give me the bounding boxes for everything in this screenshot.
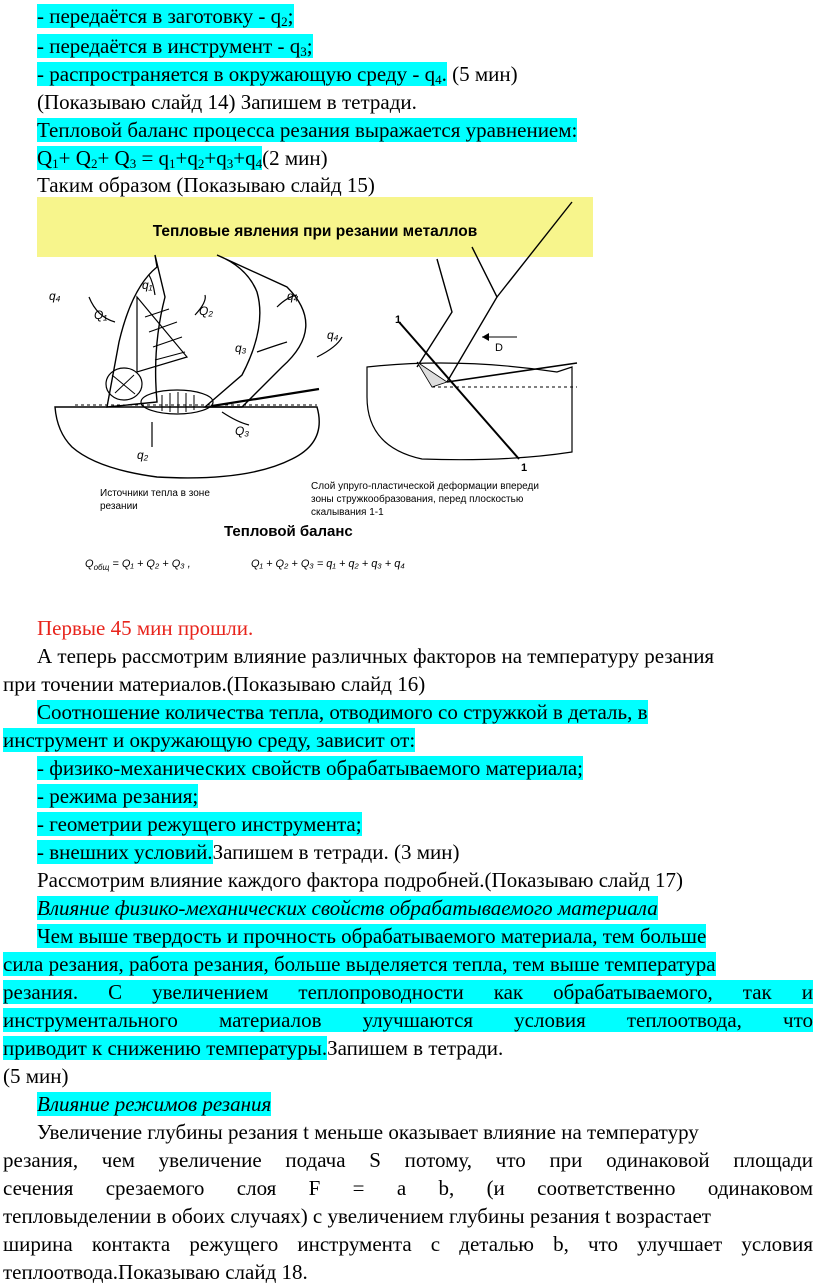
text-line-highlight: сила резания, работа резания, больше выделяется тепла, тем выше температура	[3, 952, 716, 976]
svg-text:1: 1	[395, 314, 402, 326]
svg-text:q₂: q₂	[137, 448, 149, 462]
svg-text:q₄: q₄	[49, 289, 61, 303]
text-line: резания, чем увеличение подача S потому, что при одинаковой площади	[3, 1148, 813, 1172]
text-line: приводит к снижению температуры.Запишем в тетради.	[3, 1036, 504, 1060]
svg-text:Q₁ + Q₂ + Q₃ = q₁ + q₂ + q₃ +: Q₁ + Q₂ + Q₃ = q₁ + q₂ + q₃ + q₄	[251, 558, 405, 570]
slide-figure	[37, 197, 593, 587]
text-line: Таким образом (Показываю слайд 15)	[37, 173, 375, 197]
text-line: ширина контакта режущего инструмента с деталью b, что улучшает условия	[3, 1232, 813, 1256]
list-item: - внешних условий.Запишем в тетради. (3 мин)	[37, 840, 460, 864]
list-item-q4: - распространяется в окружающую среду - $q_4$. (5 мин)	[37, 62, 518, 87]
paragraph-highlight: Соотношение количества тепла, отводимого со стружкой в деталь, в	[37, 700, 648, 724]
text-line: Рассмотрим влияние каждого фактора подробней.(Показываю слайд 17)	[37, 868, 683, 892]
text-line: тепловыделении в обоих случаях) с увеличением глубины резания t возрастает	[3, 1204, 711, 1228]
text-line: (Показываю слайд 14) Запишем в тетради.	[37, 90, 417, 114]
svg-text:зоны стружкообразования, перед: зоны стружкообразования, перед плоскостью	[311, 494, 524, 505]
text-line: при точении материалов.(Показываю слайд 16)	[3, 672, 426, 696]
svg-text:q₃: q₃	[235, 341, 247, 355]
workpiece-right	[367, 363, 572, 460]
timing-note: Первые 45 мин прошли.	[37, 616, 254, 640]
svg-text:скалывания 1-1: скалывания 1-1	[311, 507, 384, 518]
text-line-highlight: Тепловой баланс процесса резания выражается уравнением:	[37, 118, 578, 142]
text-line-highlight: Чем выше твердость и прочность обрабатываемого материала, тем больше	[37, 924, 707, 948]
chip-outline	[107, 255, 165, 407]
heat-balance-equation: $Q_1+ Q_2+ Q_3 = q_1+q_2+q_3+q_4(2$ мин)	[37, 146, 328, 171]
svg-text:Qобщ = Q₁ + Q₂ + Q₃ ,: $Q_{общ} = Q_1 + Q_2 + Q_3$ ,	[85, 558, 191, 572]
svg-text:Источники тепла в зоне: Источники тепла в зоне	[100, 488, 210, 499]
svg-text:Q₁: Q₁	[94, 308, 108, 322]
list-item: - геометрии режущего инструмента;	[37, 812, 362, 836]
text-line-highlight: резания. С увеличением теплопроводности как обрабатываемого, так и	[3, 980, 813, 1004]
workpiece-outline	[55, 407, 319, 478]
text-line-highlight: инструмент и окружающую среду, зависит от:	[3, 728, 416, 752]
list-item-q3: - передаётся в инструмент - $q_3$;	[37, 34, 313, 59]
svg-text:1: 1	[521, 462, 528, 474]
balance-title: Тепловой баланс	[224, 523, 353, 540]
text-line-highlight: инструментального материалов улучшаются условия теплоотвода, что	[3, 1008, 813, 1032]
list-item: - режима резания;	[37, 784, 199, 808]
list-item: - физико-механических свойств обрабатываемого материала;	[37, 756, 583, 780]
list-item-q2: - передаётся в заготовку - $q_2$;	[37, 4, 294, 29]
svg-text:Q₃: Q₃	[235, 424, 250, 438]
svg-text:q₁: q₁	[142, 278, 153, 292]
svg-text:резании: резании	[100, 501, 138, 512]
svg-text:Слой упруго-пластической дефор: Слой упруго-пластической деформации впереди	[311, 481, 539, 492]
slide-title: Тепловые явления при резании металлов	[152, 223, 478, 240]
text-line: Увеличение глубины резания t меньше оказывает влияние на температуру	[37, 1120, 699, 1144]
text-line: (5 мин)	[3, 1064, 69, 1088]
section-heading: Влияние физико-механических свойств обрабатываемого материала	[37, 896, 658, 920]
svg-text:q₄: q₄	[327, 328, 339, 342]
tool-outline	[205, 255, 306, 407]
svg-text:D: D	[495, 342, 503, 354]
svg-text:q₄: q₄	[287, 289, 299, 303]
text-line: теплоотвода.Показываю слайд 18.	[3, 1260, 308, 1284]
text-line: А теперь рассмотрим влияние различных факторов на температуру резания	[37, 644, 715, 668]
text-line: сечения срезаемого слоя F = a b, (и соответственно одинаковом	[3, 1176, 813, 1200]
section-heading: Влияние режимов резания	[37, 1092, 272, 1116]
tool-edge	[212, 389, 319, 406]
svg-text:Q₂: Q₂	[199, 304, 213, 318]
